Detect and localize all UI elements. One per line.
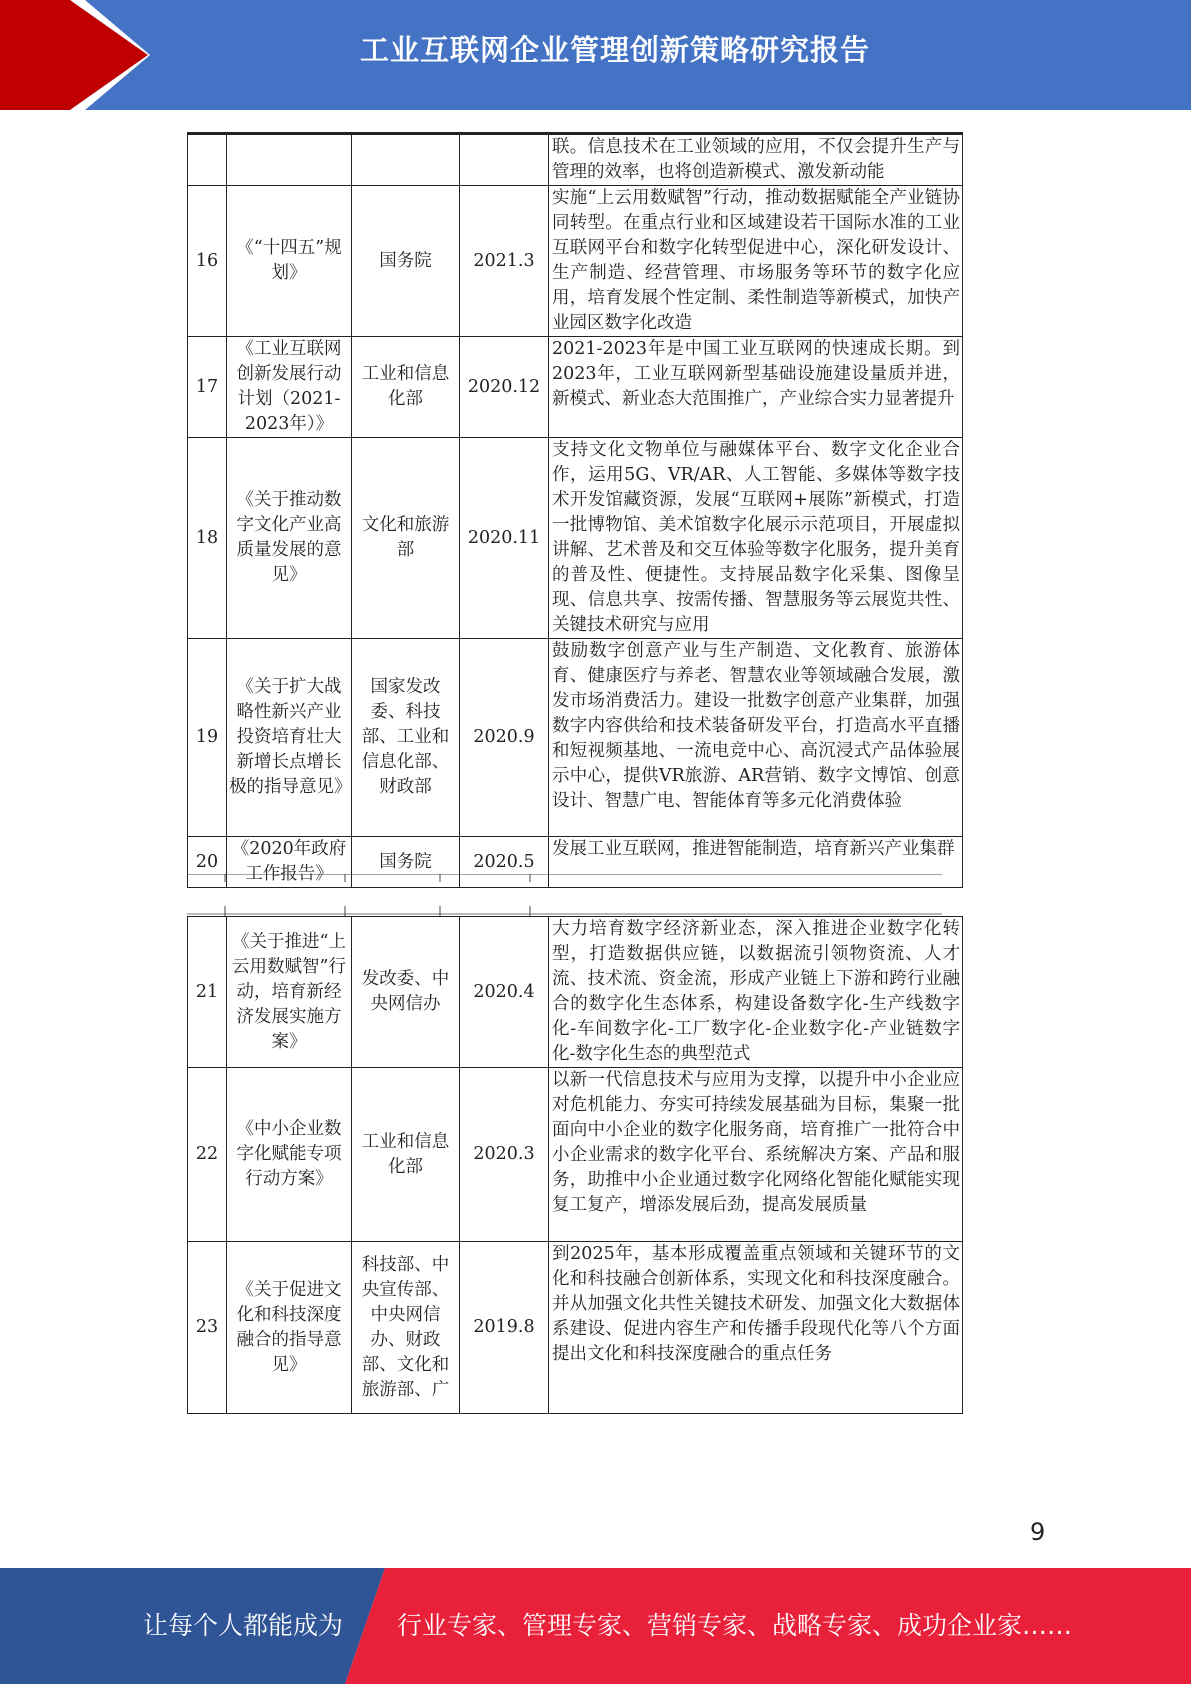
row-number: 17 bbox=[188, 337, 227, 438]
row-number: 22 bbox=[188, 1068, 227, 1242]
issuing-department: 国务院 bbox=[352, 186, 460, 337]
policy-description: 发展工业互联网，推进智能制造，培育新兴产业集群 bbox=[549, 837, 963, 888]
policy-name: 《关于促进文化和科技深度融合的指导意见》 bbox=[227, 1242, 352, 1414]
policy-name: 《关于推进“上云用数赋智”行动，培育新经济发展实施方案》 bbox=[227, 917, 352, 1068]
issuing-department: 国务院 bbox=[352, 837, 460, 888]
policy-name: 《工业互联网创新发展行动计划（2021-2023年）》 bbox=[227, 337, 352, 438]
policy-name: 《2020年政府工作报告》 bbox=[227, 837, 352, 888]
row-number: 23 bbox=[188, 1242, 227, 1414]
policy-table-part-2 bbox=[187, 916, 963, 1414]
issuing-department: 工业和信息化部 bbox=[352, 1068, 460, 1242]
policy-description: 到2025年，基本形成覆盖重点领域和关键环节的文化和科技融合创新体系，实现文化和科技深度融合。并从加强文化共性关键技术研发、加强文化大数据体系建设、促进内容生产和传播手段现代化等八个方面提出文化和科技深度融合的重点任务 bbox=[549, 1242, 963, 1414]
table-row bbox=[188, 337, 963, 438]
page-footer bbox=[0, 1568, 1191, 1684]
policy-description: 支持文化文物单位与融媒体平台、数字文化企业合作，运用5G、VR/AR、人工智能、多媒体等数字技术开发馆藏资源，发展“互联网+展陈”新模式，打造一批博物馆、美术馆数字化展示示范项目，开展虚拟讲解、艺术普及和交互体验等数字化服务，提升美育的普及性、便捷性。支持展品数字化采集、图像呈现、信息共享、按需传播、智慧服务等云展览共性、关键技术研究与应用 bbox=[549, 438, 963, 639]
policy-name: 《中小企业数字化赋能专项行动方案》 bbox=[227, 1068, 352, 1242]
issue-date: 2020.12 bbox=[460, 337, 549, 438]
table-row bbox=[188, 917, 963, 1068]
issue-date: 2020.3 bbox=[460, 1068, 549, 1242]
table-row bbox=[188, 134, 963, 186]
issue-date: 2020.4 bbox=[460, 917, 549, 1068]
issue-date: 2020.11 bbox=[460, 438, 549, 639]
issue-date: 2020.9 bbox=[460, 639, 549, 837]
issue-date: 2021.3 bbox=[460, 186, 549, 337]
row-number: 21 bbox=[188, 917, 227, 1068]
policy-description: 2021-2023年是中国工业互联网的快速成长期。到2023年，工业互联网新型基础设施建设量质并进，新模式、新业态大范围推广，产业综合实力显著提升 bbox=[549, 337, 963, 438]
issuing-department: 国家发改委、科技部、工业和信息化部、财政部 bbox=[352, 639, 460, 837]
issue-date: 2019.8 bbox=[460, 1242, 549, 1414]
table-row bbox=[188, 1242, 963, 1414]
policy-description: 以新一代信息技术与应用为支撑，以提升中小企业应对危机能力、夯实可持续发展基础为目标，集聚一批面向中小企业的数字化服务商，培育推广一批符合中小企业需求的数字化平台、系统解决方案、产品和服务，助推中小企业通过数字化网络化智能化赋能实现复工复产，增添发展后劲，提高发展质量 bbox=[549, 1068, 963, 1242]
issuing-department: 发改委、中央网信办 bbox=[352, 917, 460, 1068]
policy-name bbox=[227, 134, 352, 186]
policy-description: 鼓励数字创意产业与生产制造、文化教育、旅游体育、健康医疗与养老、智慧农业等领域融合发展，激发市场消费活力。建设一批数字创意产业集群，加强数字内容供给和技术装备研发平台，打造高水平直播和短视频基地、一流电竞中心、高沉浸式产品体验展示中心，提供VR旅游、AR营销、数字文博馆、创意设计、智慧广电、智能体育等多元化消费体验 bbox=[549, 639, 963, 837]
footer-slogan-right: 行业专家、管理专家、营销专家、战略专家、成功企业家…… bbox=[397, 1611, 1073, 1640]
policy-description: 实施“上云用数赋智”行动，推动数据赋能全产业链协同转型。在重点行业和区域建设若干国际水准的工业互联网平台和数字化转型促进中心，深化研发设计、生产制造、经营管理、市场服务等环节的数字化应用，培育发展个性定制、柔性制造等新模式，加快产业园区数字化改造 bbox=[549, 186, 963, 337]
policy-table-part-1 bbox=[187, 132, 963, 888]
table-row bbox=[188, 438, 963, 639]
policy-name: 《关于扩大战略性新兴产业投资培育壮大新增长点增长极的指导意见》 bbox=[227, 639, 352, 837]
page-header bbox=[0, 0, 1191, 110]
row-number: 16 bbox=[188, 186, 227, 337]
table-row bbox=[188, 639, 963, 837]
issuing-department bbox=[352, 134, 460, 186]
issuing-department: 文化和旅游部 bbox=[352, 438, 460, 639]
table-row bbox=[188, 186, 963, 337]
table-continuation-marks bbox=[187, 874, 942, 884]
row-number: 18 bbox=[188, 438, 227, 639]
policy-description: 联。信息技术在工业领域的应用，不仅会提升生产与管理的效率，也将创造新模式、激发新动能 bbox=[549, 134, 963, 186]
row-number: 19 bbox=[188, 639, 227, 837]
issuing-department: 科技部、中央宣传部、中央网信办、财政部、文化和旅游部、广 bbox=[352, 1242, 460, 1414]
table-row bbox=[188, 1068, 963, 1242]
table-continuation-marks-top bbox=[187, 906, 942, 916]
report-title: 工业互联网企业管理创新策略研究报告 bbox=[359, 33, 870, 67]
policy-name: 《“十四五”规划》 bbox=[227, 186, 352, 337]
row-number: 20 bbox=[188, 837, 227, 888]
page-number: 9 bbox=[1030, 1518, 1046, 1546]
row-number bbox=[188, 134, 227, 186]
footer-slogan-left: 让每个人都能成为 bbox=[143, 1611, 344, 1640]
policy-description: 大力培育数字经济新业态，深入推进企业数字化转型，打造数据供应链，以数据流引领物资流、人才流、技术流、资金流，形成产业链上下游和跨行业融合的数字化生态体系，构建设备数字化-生产线数字化-车间数字化-工厂数字化-企业数字化-产业链数字化-数字化生态的典型范式 bbox=[549, 917, 963, 1068]
issue-date bbox=[460, 134, 549, 186]
policy-name: 《关于推动数字文化产业高质量发展的意见》 bbox=[227, 438, 352, 639]
issue-date: 2020.5 bbox=[460, 837, 549, 888]
issuing-department: 工业和信息化部 bbox=[352, 337, 460, 438]
